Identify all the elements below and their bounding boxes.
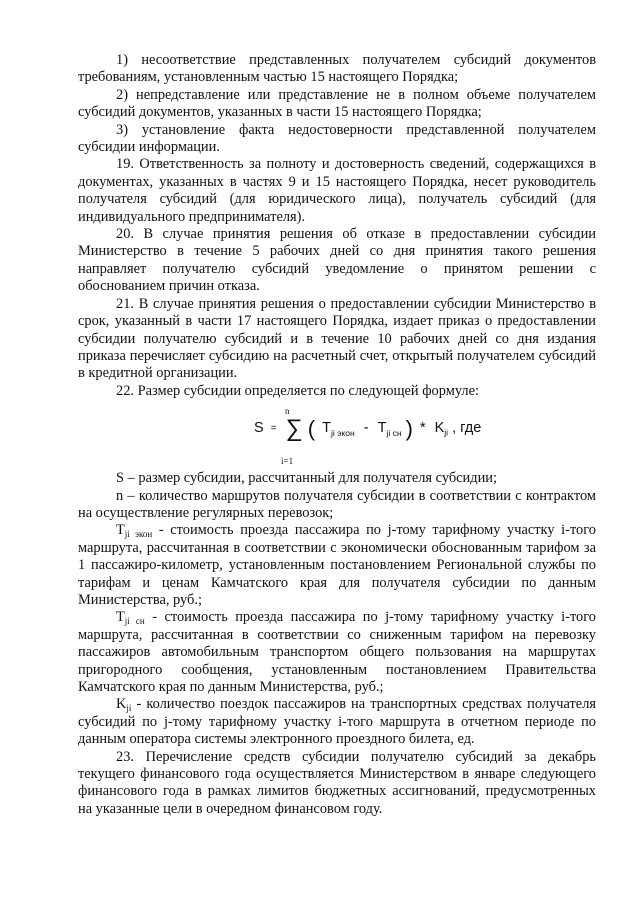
paragraph-19: 19. Ответственность за полноту и достоверность сведений, содержащихся в документах, указанных в частях 9 и 15 настоящего Порядка, несет руководитель получателя субсидий (для юридического лица), получатель субсидий (для индивидуального предпринимателя). <box>78 156 596 225</box>
sum-lower-limit: i=1 <box>281 456 294 467</box>
definition-t-ekon: $T_{ji экон}$ - стоимость проезда пассажира по j-тому тарифному участку i-того маршрута, рассчитанная в соответствии с экономически обоснованным тарифом за 1 пассажиро-километр, установленным постановлением Региональной службы по тарифам и ценам Камчатского края для получателя субсидии по данным Министерства, руб.; <box>78 522 596 608</box>
formula-lhs: S <box>254 420 264 437</box>
paragraph-20: 20. В случае принятия решения об отказе в предоставлении субсидии Министерство в течение 5 рабочих дней со дня принятия такого решения направляет получателю субсидий уведомление о принятом решении с обоснованием причин отказа. <box>78 226 596 295</box>
document-page <box>78 52 596 818</box>
open-paren: ( <box>307 416 316 442</box>
sum-upper-limit: n <box>285 406 290 417</box>
definition-n: n – количество маршрутов получателя субсидии в соответствии с контрактом на осуществление регулярных перевозок; <box>78 487 596 521</box>
formula-tail: , где <box>452 420 482 437</box>
paragraph-item-3: 3) установление факта недостоверности представленной получателем субсидии информации. <box>78 121 596 156</box>
close-paren: ) <box>405 416 413 442</box>
definition-k: $K_{ji}$ - количество поездок пассажиров на транспортных средствах получателя субсидий по j-тому тарифному участку i-того маршрута в отчетном периоде по данным оператора системы электронного проездного билета, ед. <box>78 696 596 748</box>
formula-times: * <box>419 420 426 437</box>
paragraph-item-2: 2) непредставление или представление не в полном объеме получателем субсидий документов, указанных в части 15 настоящего Порядка; <box>78 86 596 121</box>
formula-minus: - <box>363 420 369 437</box>
formula-term-k: $K_{ji}$ <box>434 420 449 438</box>
formula-term-sn: $T_{ji сн}$ <box>377 420 402 439</box>
subsidy-formula <box>78 400 596 470</box>
paragraph-22: 22. Размер субсидии определяется по следующей формуле: <box>116 382 479 399</box>
paragraph-item-1: 1) несоответствие представленных получателем субсидий документов требованиям, установленным частью 15 настоящего Порядка; <box>78 52 596 86</box>
formula-term-ekon: $T_{ji экон}$ <box>322 420 355 439</box>
definition-t-sn: $T_{ji сн}$ - стоимость проезда пассажира по j-тому тарифному участку i-того маршрута, рассчитанная в соответствии со сниженным тарифом на перевозку пассажиров автомобильным транспортом общего пользования на маршрутах пригородного сообщения, установленным постановлением Правительства Камчатского края по данным Министерства, руб.; <box>78 609 596 695</box>
paragraph-23: 23. Перечисление средств субсидии получателю субсидий за декабрь текущего финансового года осуществляется Министерством в январе следующего финансового года в рамках лимитов бюджетных ассигнований, предусмотренных на указанные цели в очередном финансовом году. <box>78 748 596 817</box>
sigma-symbol: ∑ <box>285 415 303 443</box>
formula-row <box>254 415 482 443</box>
formula-equals: = <box>270 423 277 435</box>
paragraph-21: 21. В случае принятия решения о предоставлении субсидии Министерство в срок, указанный в части 17 настоящего Порядка, издает приказ о предоставлении субсидии получателю субсидий и в течение 10 рабочих дней со дня издания приказа перечисляет субсидию на расчетный счет, открытый получателем субсидий в кредитной организации. <box>78 295 596 382</box>
definition-s: S – размер субсидии, рассчитанный для получателя субсидии; <box>116 470 497 487</box>
